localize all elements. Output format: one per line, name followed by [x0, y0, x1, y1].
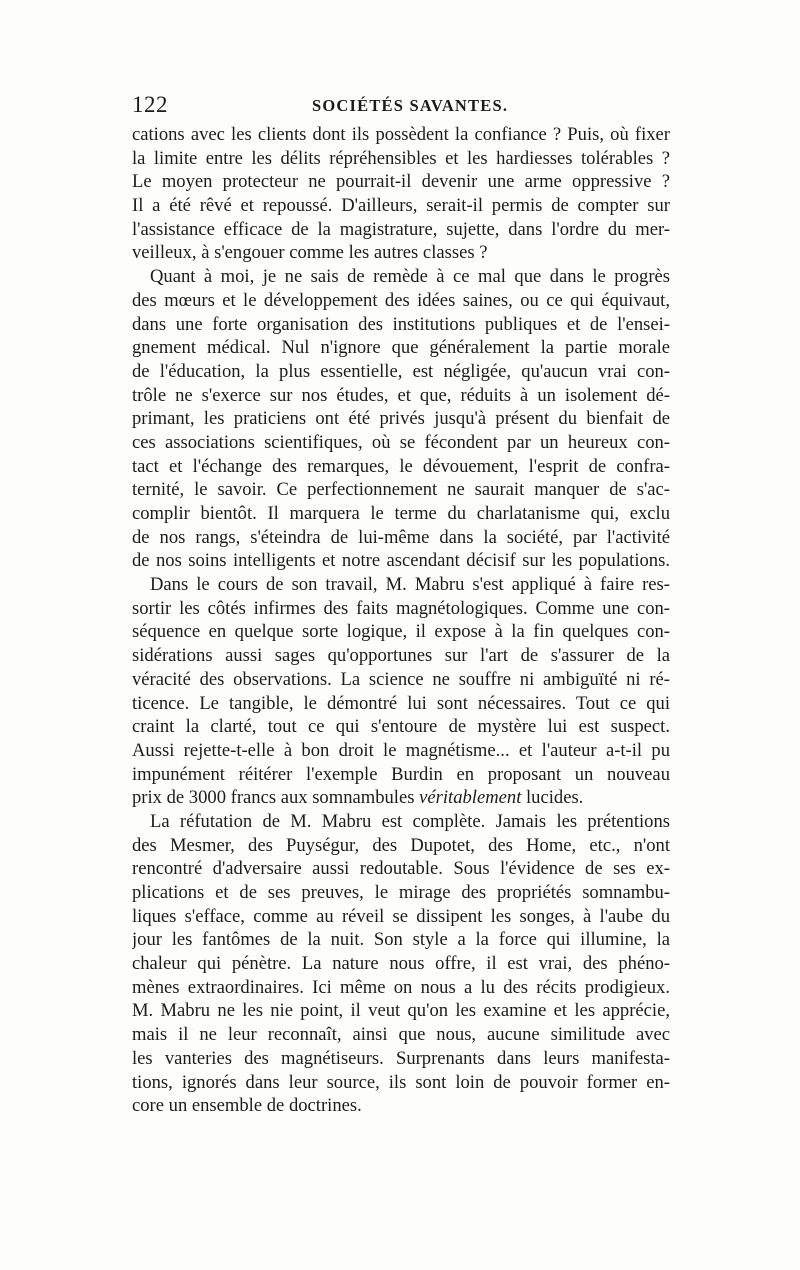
- text-line: jour les fantômes de la nuit. Son style a la force qui illumine, la: [132, 929, 670, 951]
- text-line: mènes extraordinaires. Ici même on nous a lu des récits prodigieux.: [132, 976, 670, 998]
- text-line: les vanteries des magnétiseurs. Surprenants dans leurs manifesta-: [132, 1047, 670, 1069]
- text-line: mais il ne leur reconnaît, ainsi que nous, aucune similitude avec: [132, 1024, 670, 1046]
- paragraph-start-line: La réfutation de M. Mabru est complète. Jamais les prétentions: [150, 810, 670, 832]
- body-text: [132, 123, 670, 1118]
- page-number: 122: [132, 92, 168, 117]
- text-line: Aussi rejette-t-elle à bon droit le magnétisme... et l'auteur a-t-il pu: [132, 739, 670, 761]
- text-line: liques s'efface, comme au réveil se dissipent les songes, à l'aube du: [132, 905, 670, 927]
- text-line: Le moyen protecteur ne pourrait-il devenir une arme oppressive ?: [132, 171, 670, 193]
- text-line: séquence en quelque sorte logique, il expose à la fin quelques con-: [132, 621, 670, 643]
- text-line: complir bientôt. Il marquera le terme du charlatanisme qui, exclu: [132, 503, 670, 524]
- emphasis-text: véritablement: [419, 787, 522, 809]
- text-line: tions, ignorés dans leur source, ils sont loin de pouvoir former en-: [132, 1071, 670, 1093]
- text-line: M. Mabru ne les nie point, il veut qu'on les examine et les apprécie,: [132, 1000, 670, 1022]
- text-line: chaleur qui pénètre. La nature nous offre, il est vrai, des phéno-: [132, 953, 670, 975]
- text-line: sidérations aussi sages qu'opportunes sur l'art de s'assurer de la: [132, 645, 670, 667]
- page-header: [132, 92, 670, 120]
- text-line: sortir les côtés infirmes des faits magnétologiques. Comme une con-: [132, 597, 670, 619]
- text-line: de nos soins intelligents et notre ascendant décisif sur les populations.: [132, 550, 670, 572]
- text-line: impunément réitérer l'exemple Burdin en proposant un nouveau: [132, 763, 670, 785]
- running-head: SOCIÉTÉS SAVANTES.: [312, 96, 509, 115]
- text-line: gnement médical. Nul n'ignore que généralement la partie morale: [132, 337, 670, 359]
- text-line: des mœurs et le développement des idées saines, ou ce qui équivaut,: [132, 289, 670, 311]
- text-line: la limite entre les délits répréhensibles et les hardiesses tolérables ?: [132, 147, 670, 169]
- text-line: dans une forte organisation des institutions publiques et de l'ensei-: [132, 313, 670, 335]
- text-line: rencontré d'adversaire aussi redoutable. Sous l'évidence de ses ex-: [132, 858, 670, 880]
- text-line-with-emphasis: [132, 786, 670, 810]
- paragraph-start-line: Dans le cours de son travail, M. Mabru s'est appliqué à faire res-: [150, 574, 670, 596]
- text-line: l'assistance efficace de la magistrature, sujette, dans l'ordre du mer-: [132, 218, 670, 240]
- text-line: core un ensemble de doctrines.: [132, 1095, 362, 1117]
- text-line: ticence. Le tangible, le démontré lui sont nécessaires. Tout ce qui: [132, 692, 670, 714]
- text-line: craint la clarté, tout ce qui s'entoure de mystère lui est suspect.: [132, 716, 670, 738]
- paragraph-start-line: Quant à moi, je ne sais de remède à ce mal que dans le progrès: [150, 266, 670, 288]
- text-line: véracité des observations. La science ne souffre ni ambiguïté ni ré-: [132, 668, 670, 690]
- text-segment: lucides.: [526, 787, 584, 809]
- text-line: veilleux, à s'engouer comme les autres classes ?: [132, 242, 488, 264]
- text-line: primant, les praticiens ont été privés jusqu'à présent du bienfait de: [132, 408, 670, 430]
- text-line: ternité, le savoir. Ce perfectionnement ne saurait manquer de s'ac-: [132, 479, 670, 501]
- text-segment: prix de 3000 francs aux somnambules: [132, 787, 415, 809]
- text-line: Il a été rêvé et repoussé. D'ailleurs, serait-il permis de compter sur: [132, 195, 670, 217]
- text-line: cations avec les clients dont ils possèdent la confiance ? Puis, où fixer: [132, 124, 670, 145]
- text-line: trôle ne s'exerce sur nos études, et que, réduits à un isolement dé-: [132, 384, 670, 406]
- text-line: ces associations scientifiques, où se fécondent par un heureux con-: [132, 431, 670, 453]
- text-line: de nos rangs, s'éteindra de lui-même dans la société, par l'activité: [132, 526, 670, 548]
- text-line: tact et l'échange des remarques, le dévouement, l'esprit de confra-: [132, 455, 670, 477]
- text-line: des Mesmer, des Puységur, des Dupotet, des Home, etc., n'ont: [132, 834, 670, 856]
- text-line: de l'éducation, la plus essentielle, est négligée, qu'aucun vrai con-: [132, 360, 670, 382]
- text-line: plications et de ses preuves, le mirage des propriétés somnambu-: [132, 882, 670, 903]
